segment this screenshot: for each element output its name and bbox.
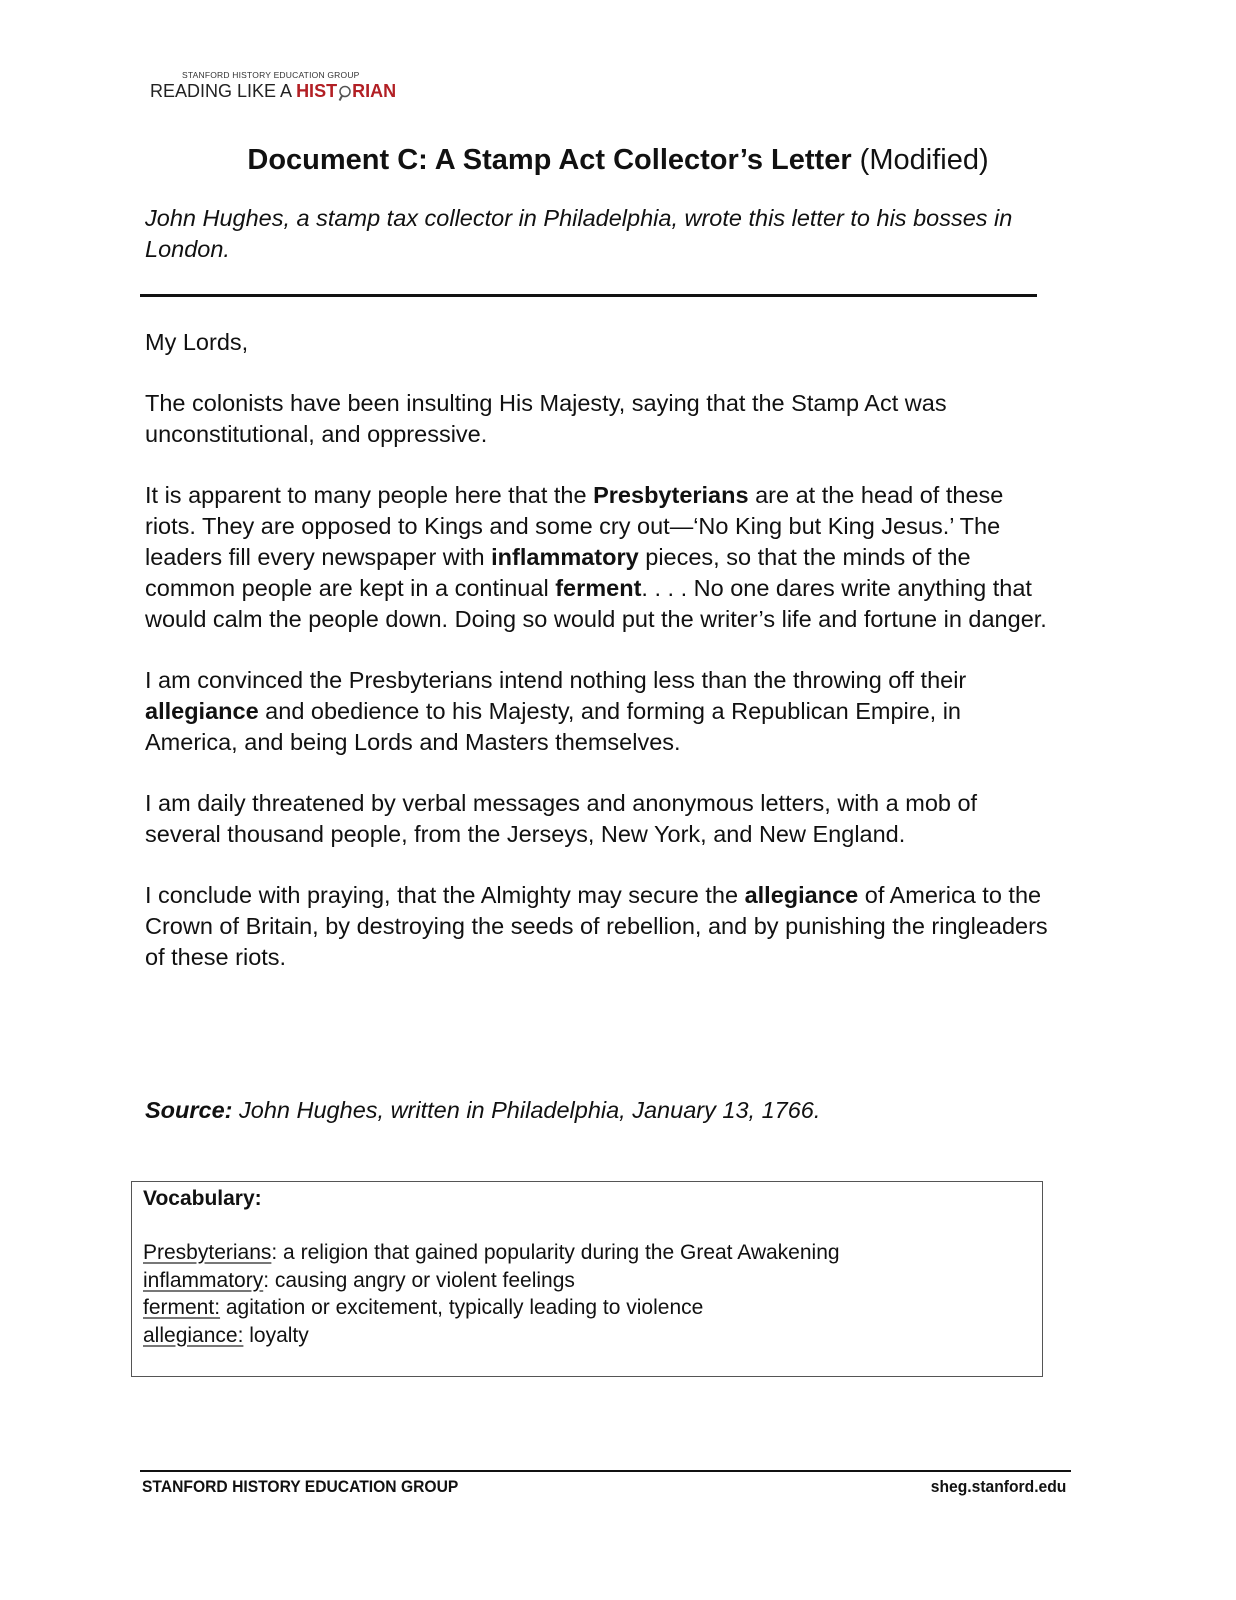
- footer-org: STANFORD HISTORY EDUCATION GROUP: [142, 1477, 459, 1496]
- vocabulary-box: [131, 1181, 1043, 1377]
- text-run: I conclude with praying, that the Almighty may secure the: [145, 882, 745, 908]
- logo-hist: HIST: [296, 81, 338, 101]
- text-run: pieces, so that the minds of the common people are kept in a continual: [145, 544, 971, 601]
- vocab-term: ferment:: [143, 1296, 221, 1319]
- site-logo: [150, 70, 396, 102]
- vocabulary-title: Vocabulary:: [143, 1187, 262, 1210]
- vocab-item: [143, 1267, 840, 1295]
- text-run: and obedience to his Majesty, and forming a Republican Empire, in America, and being Lords and Masters themselves.: [145, 698, 962, 755]
- letter-body: [145, 327, 1050, 1003]
- source-text: John Hughes, written in Philadelphia, January 13, 1766.: [232, 1097, 821, 1123]
- text-run: of America to the Crown of Britain, by destroying the seeds of rebellion, and by punishing the ringleaders of these riots.: [145, 882, 1048, 970]
- text-run: . . . . No one dares write anything that would calm the people down. Doing so would put the writer’s life and fortune in danger.: [145, 575, 1047, 632]
- logo-org-name: STANFORD HISTORY EDUCATION GROUP: [182, 70, 360, 80]
- vocab-highlight: allegiance: [145, 698, 259, 724]
- letter-paragraph-1: The colonists have been insulting His Majesty, saying that the Stamp Act was unconstitutional, and oppressive.: [145, 390, 947, 447]
- vocab-term: inflammatory: [143, 1268, 264, 1292]
- vocabulary-list: [143, 1239, 840, 1349]
- title-suffix: (Modified): [851, 144, 989, 176]
- logo-prefix: READING LIKE A: [150, 81, 297, 101]
- logo-rian: RIAN: [352, 81, 397, 101]
- vocab-item: [143, 1322, 840, 1350]
- source-label: Source:: [145, 1097, 233, 1123]
- divider: [140, 294, 1037, 297]
- page-title: [0, 142, 1236, 178]
- vocab-definition: agitation or excitement, typically leading to violence: [220, 1296, 704, 1319]
- source-citation: [145, 1095, 820, 1126]
- text-run: It is apparent to many people here that the: [145, 482, 594, 508]
- vocab-item: [143, 1294, 840, 1322]
- vocab-highlight: Presbyterians: [593, 482, 749, 508]
- vocab-item: [143, 1239, 840, 1267]
- vocab-definition: loyalty: [243, 1323, 309, 1347]
- intro-text: John Hughes, a stamp tax collector in Philadelphia, wrote this letter to his bosses in London.: [145, 205, 1013, 262]
- vocab-definition: : causing angry or violent feelings: [263, 1268, 575, 1292]
- title-main: Document C: A Stamp Act Collector’s Letter: [247, 144, 852, 176]
- letter-paragraph-2: [145, 480, 1050, 635]
- vocab-highlight: ferment: [555, 575, 642, 601]
- vocab-definition: : a religion that gained popularity during the Great Awakening: [271, 1241, 840, 1264]
- logo-wordmark: [150, 80, 396, 102]
- footer-divider: [140, 1470, 1071, 1472]
- text-run: I am convinced the Presbyterians intend nothing less than the throwing off their: [145, 667, 967, 693]
- letter-salutation: My Lords,: [145, 329, 249, 355]
- vocab-highlight: inflammatory: [491, 544, 639, 570]
- vocab-term: allegiance:: [143, 1323, 244, 1347]
- letter-paragraph-5: [145, 880, 1050, 973]
- footer-url[interactable]: sheg.stanford.edu: [930, 1477, 1066, 1496]
- letter-paragraph-4: I am daily threatened by verbal messages and anonymous letters, with a mob of several thousand people, from the Jerseys, New York, and New England.: [145, 790, 978, 847]
- letter-paragraph-3: [145, 665, 1050, 758]
- text-run: are at the head of these riots. They are opposed to Kings and some cry out—‘No King but King Jesus.’ The leaders fill every newspaper with: [145, 482, 1004, 570]
- vocab-highlight: allegiance: [744, 882, 859, 908]
- magnifier-icon: [338, 85, 351, 98]
- vocab-term: Presbyterians: [143, 1241, 272, 1264]
